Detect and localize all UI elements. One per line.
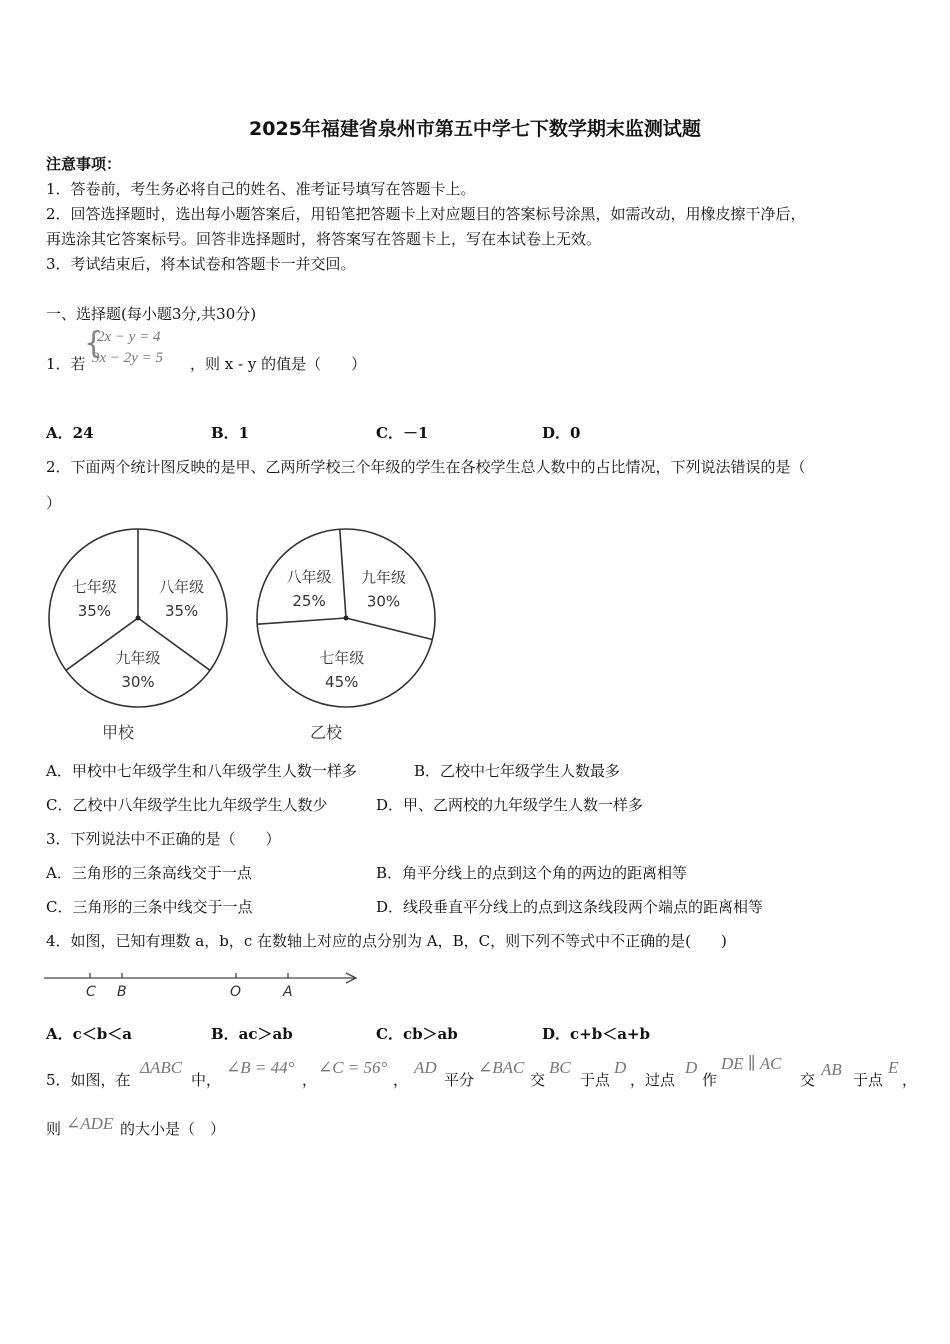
q3-stem: 3．下列说法中不正确的是（ ） — [46, 830, 281, 848]
q5-math-ab: AB — [821, 1060, 842, 1079]
pie-slice-category-label: 八年级 — [286, 567, 332, 586]
pie-chart-title: 甲校 — [101, 723, 135, 742]
pie-charts — [40, 520, 450, 750]
q5-math-e: E — [888, 1058, 899, 1077]
q5-math-angle-b: ∠B = 44° — [226, 1058, 295, 1077]
q5-math-bc: BC — [549, 1058, 571, 1077]
axis-label-o: O — [230, 984, 242, 1000]
page-title: 2025年福建省泉州市第五中学七下数学期末监测试题 — [249, 118, 701, 140]
q3-option-d: D．线段垂直平分线上的点到这条线段两个端点的距离相等 — [376, 898, 764, 916]
q4-stem: 4．如图，已知有理数 a，b，c 在数轴上对应的点分别为 A，B，C，则下列不等式中不正确的是( ) — [46, 932, 727, 950]
axis-label-a: A — [283, 984, 293, 1000]
pie-slice-value-label: 25% — [292, 591, 326, 610]
q5-math-ad: AD — [414, 1058, 437, 1077]
q5-text: 于点 — [580, 1071, 611, 1089]
q5-math-angle-c: ∠C = 56° — [318, 1058, 388, 1077]
q1-stem-suffix: ，则 x - y 的值是（ ） — [190, 355, 367, 373]
q4-option-c: C．cb＞ab — [376, 1025, 458, 1043]
q5-math-d: D — [685, 1058, 698, 1077]
q5-math-angle-ade: ∠ADE — [66, 1114, 114, 1133]
q5-text: 则 — [46, 1120, 62, 1138]
q4-option-a: A．c＜b＜a — [46, 1025, 132, 1043]
notice-item: 再选涂其它答案标号。回答非选择题时，将答案写在答题卡上，写在本试卷上无效。 — [46, 230, 602, 248]
q1-option-b: B．1 — [211, 424, 250, 442]
pie-slice-category-label: 八年级 — [159, 577, 205, 596]
pie-center-dot — [136, 616, 141, 621]
pie-slice-category-label: 七年级 — [319, 648, 365, 667]
q3-option-b: B．角平分线上的点到这个角的两边的距离相等 — [376, 864, 688, 882]
q2-stem: 2．下面两个统计图反映的是甲、乙两所学校三个年级的学生在各校学生总人数中的占比情况，下列说法错误的是（ — [46, 458, 806, 476]
q5-text: ， — [902, 1071, 918, 1089]
pie-slice-value-label: 30% — [366, 592, 401, 611]
q5-text: ，过点 — [630, 1071, 676, 1089]
q2-option-b: B．乙校中七年级学生人数最多 — [414, 762, 621, 780]
q5-text: 交 — [800, 1071, 816, 1089]
pie-slice-value-label: 30% — [121, 672, 155, 691]
section-heading: 一、选择题(每小题3分,共30分) — [46, 305, 257, 323]
q5-math-de-parallel-ac: DE ∥ AC — [721, 1054, 782, 1073]
axis-label-b: B — [117, 984, 127, 1000]
pie-slice-category-label: 九年级 — [360, 568, 407, 587]
q2-option-d: D．甲、乙两校的九年级学生人数一样多 — [376, 796, 644, 814]
q5-text: 于点 — [853, 1071, 884, 1089]
notice-item: 2．回答选择题时，选出每小题答案后，用铅笔把答题卡上对应题目的答案标号涂黑，如需改动，用橡皮擦干净后， — [46, 205, 806, 223]
pie-slice-category-label: 七年级 — [71, 577, 117, 596]
pie-center-dot — [344, 616, 349, 621]
notice-item: 1．答卷前，考生务必将自己的姓名、准考证号填写在答题卡上。 — [46, 180, 476, 198]
q1-option-a: A．24 — [46, 424, 94, 442]
q2-option-c: C．乙校中八年级学生比九年级学生人数少 — [46, 796, 328, 814]
q3-option-c: C．三角形的三条中线交于一点 — [46, 898, 253, 916]
q5-text: ， — [302, 1071, 318, 1089]
q3-option-a: A．三角形的三条高线交于一点 — [46, 864, 252, 882]
q5-math-triangle: ΔABC — [140, 1058, 183, 1077]
q4-option-b: B．ac＞ab — [211, 1025, 293, 1043]
q1-number: 1．若 — [46, 355, 86, 373]
q5-text: 5．如图，在 — [46, 1071, 131, 1089]
notice-item: 3．考试结束后，将本试卷和答题卡一并交回。 — [46, 255, 356, 273]
axis-label-c: C — [86, 984, 96, 1000]
q5-text: 作 — [702, 1071, 718, 1089]
number-line — [44, 964, 364, 1004]
notice-heading: 注意事项： — [46, 155, 122, 173]
q5-text: 平分 — [444, 1071, 475, 1089]
q1-equation-2: 3x − 2y = 5 — [92, 350, 164, 366]
q5-math-d: D — [614, 1058, 627, 1077]
q1-option-d: D．0 — [542, 424, 581, 442]
pie-slice-value-label: 35% — [164, 601, 199, 620]
q1-option-c: C．－1 — [376, 424, 429, 442]
q5-text: 交 — [530, 1071, 546, 1089]
pie-slice-value-label: 35% — [77, 601, 112, 620]
q5-text: 中， — [191, 1071, 222, 1089]
pie-slice-category-label: 九年级 — [115, 648, 161, 667]
q5-math-angle-bac: ∠BAC — [478, 1058, 525, 1077]
q2-stem-end: ） — [46, 494, 62, 512]
q1-equation-1: 2x − y = 4 — [97, 329, 161, 345]
q2-option-a: A．甲校中七年级学生和八年级学生人数一样多 — [46, 762, 357, 780]
brace-icon: { — [84, 326, 104, 361]
pie-slice-value-label: 45% — [325, 672, 359, 691]
q5-text: 的大小是（ ） — [120, 1120, 226, 1138]
q4-option-d: D．c+b＜a+b — [542, 1025, 650, 1043]
q5-text: ， — [393, 1071, 409, 1089]
pie-chart-title: 乙校 — [309, 723, 343, 742]
